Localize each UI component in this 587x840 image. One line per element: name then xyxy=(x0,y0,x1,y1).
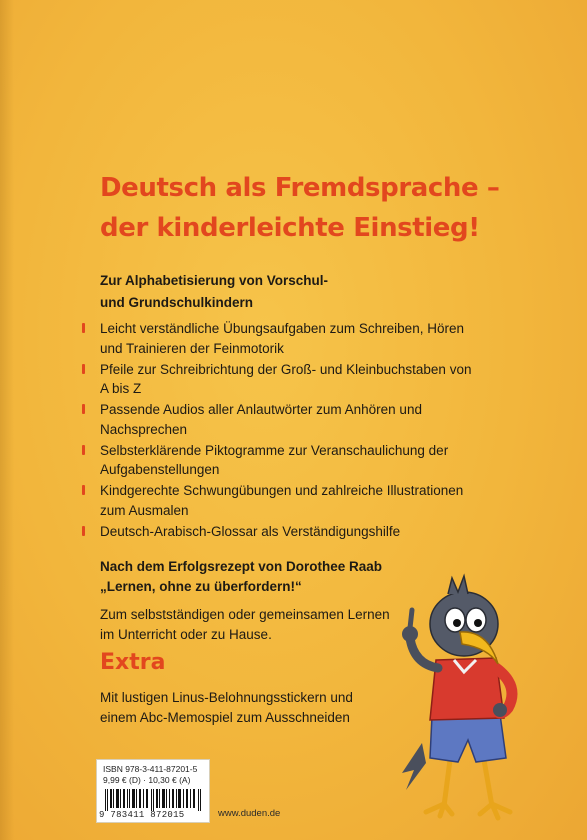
learning-line-2: im Unterricht oder zu Hause. xyxy=(100,627,272,642)
headline-line-2: der kinderleichte Einstieg! xyxy=(100,213,480,243)
learning-note xyxy=(100,605,390,645)
bullet-marker-icon xyxy=(82,445,85,455)
extra-line-2: einem Abc-Memospiel zum Ausschneiden xyxy=(100,710,350,725)
subheading xyxy=(100,270,328,314)
recipe-line-2: „Lernen, ohne zu überfordern!“ xyxy=(100,579,302,594)
feature-item xyxy=(82,481,482,520)
learning-line-1: Zum selbstständigen oder gemeinsamen Lernen xyxy=(100,607,390,622)
recipe-line-1: Nach dem Erfolgsrezept von Dorothee Raab xyxy=(100,559,383,574)
extra-line-1: Mit lustigen Linus-Belohnungsstickern und xyxy=(100,690,353,705)
bullet-marker-icon xyxy=(82,526,85,536)
price-text: 9,99 € (D) · 10,30 € (A) xyxy=(103,775,191,785)
feature-text: Kindgerechte Schwungübungen und zahlreiche Illustrationen zum Ausmalen xyxy=(100,483,464,518)
feature-item xyxy=(82,522,482,542)
feature-text: Leicht verständliche Übungsaufgaben zum Schreiben, Hören und Trainieren der Feinmotorik xyxy=(100,321,464,356)
headline-line-1: Deutsch als Fremdsprache – xyxy=(100,173,500,203)
headline xyxy=(100,168,500,248)
barcode-icon xyxy=(105,789,201,811)
feature-item xyxy=(82,441,482,480)
crow-character-icon xyxy=(392,568,542,828)
isbn-text: ISBN 978-3-411-87201-5 xyxy=(103,764,198,774)
website-link[interactable]: www.duden.de xyxy=(218,808,281,819)
bullet-marker-icon xyxy=(82,404,85,414)
feature-text: Pfeile zur Schreibrichtung der Groß- und Kleinbuchstaben von A bis Z xyxy=(100,361,472,396)
feature-item xyxy=(82,319,482,358)
feature-list xyxy=(82,319,482,543)
recipe-statement xyxy=(100,557,382,597)
feature-text: Deutsch-Arabisch-Glossar als Verständigungshilfe xyxy=(100,523,401,539)
feature-text: Passende Audios aller Anlautwörter zum Anhören und Nachsprechen xyxy=(100,402,422,437)
barcode-digits: 9 783411 872015 xyxy=(99,810,185,820)
cover-edge-shadow xyxy=(0,0,14,840)
bullet-marker-icon xyxy=(82,364,85,374)
barcode-label xyxy=(96,759,210,823)
bullet-marker-icon xyxy=(82,323,85,333)
bullet-marker-icon xyxy=(82,485,85,495)
extra-heading: Extra xyxy=(100,650,166,675)
subheading-line-2: und Grundschulkindern xyxy=(100,295,254,310)
extra-text xyxy=(100,688,353,728)
feature-item xyxy=(82,400,482,439)
subheading-line-1: Zur Alphabetisierung von Vorschul- xyxy=(100,273,329,288)
feature-text: Selbsterklärende Piktogramme zur Veranschaulichung der Aufgabenstellungen xyxy=(100,442,449,477)
feature-item xyxy=(82,360,482,399)
